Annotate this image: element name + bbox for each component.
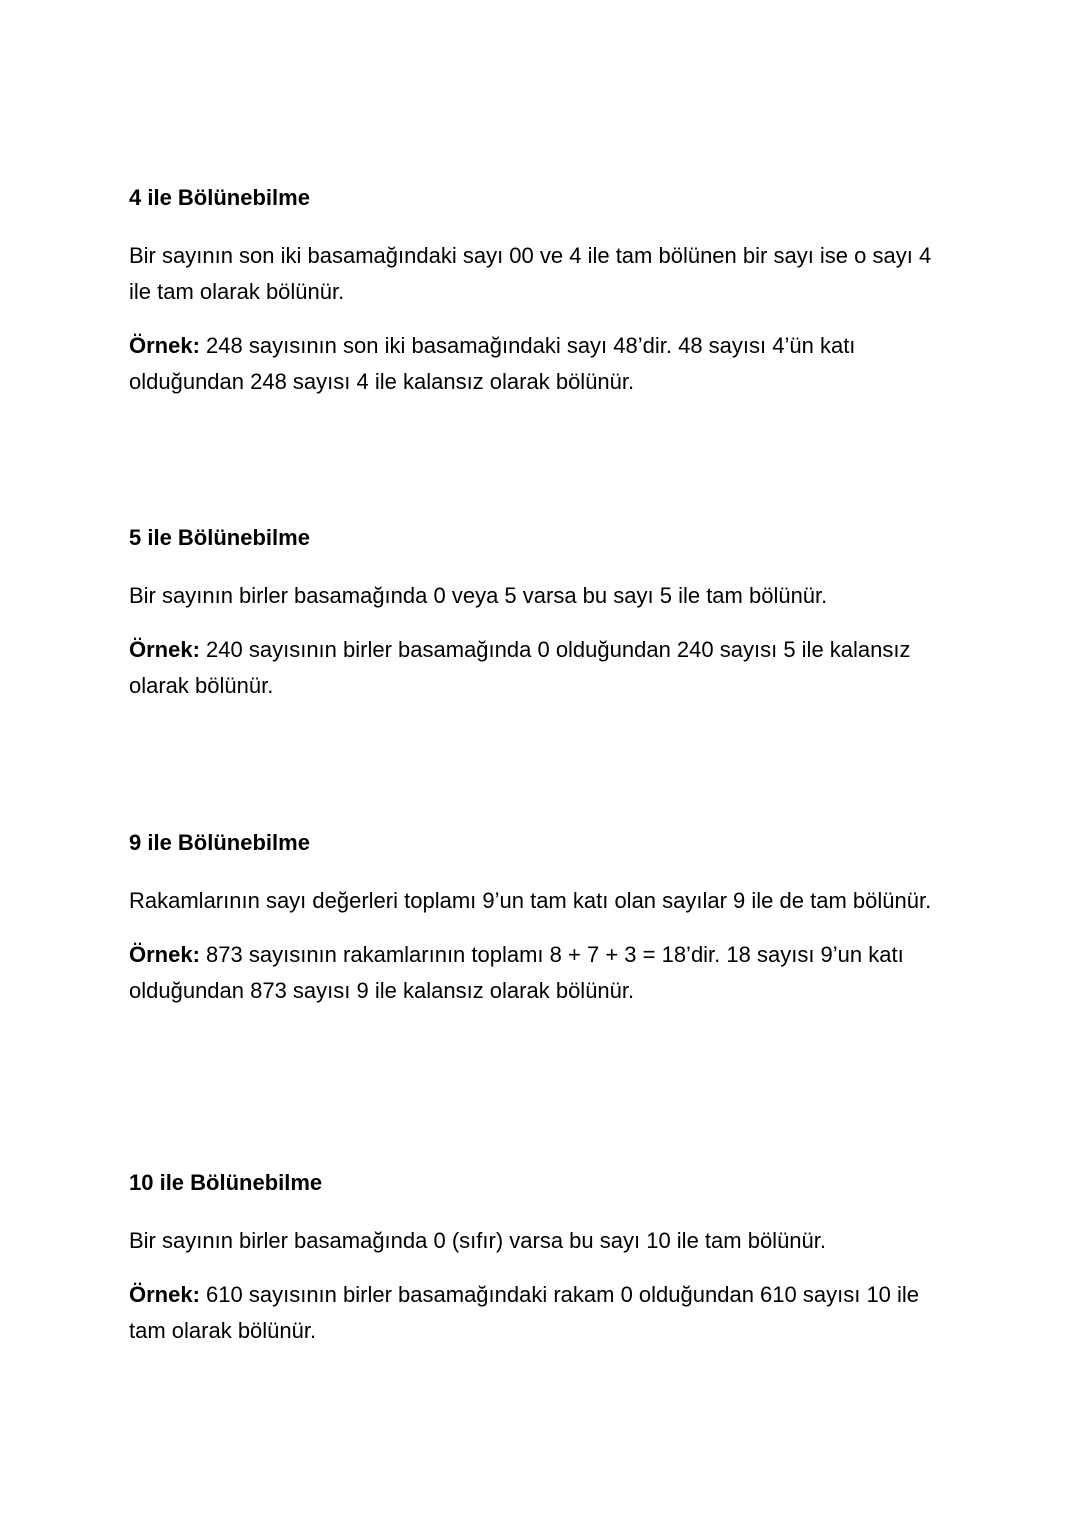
example-text: 248 sayısının son iki basamağındaki sayı 48’dir. 48 sayısı 4’ün katı olduğundan 248 sayısı 4 ile kalansız olarak bölünür.	[129, 333, 856, 394]
section-divisibility-5	[129, 524, 959, 704]
example-label: Örnek:	[129, 333, 200, 358]
section-heading: 5 ile Bölünebilme	[129, 525, 310, 550]
section-example	[129, 937, 959, 1009]
section-heading: 4 ile Bölünebilme	[129, 185, 310, 210]
example-text: 873 sayısının rakamlarının toplamı 8 + 7 + 3 = 18’dir. 18 sayısı 9’un katı olduğundan 873 sayısı 9 ile kalansız olarak bölünür.	[129, 942, 904, 1003]
section-example	[129, 328, 959, 400]
section-divisibility-4	[129, 184, 959, 400]
section-heading: 10 ile Bölünebilme	[129, 1170, 323, 1195]
section-divisibility-10	[129, 1169, 959, 1349]
example-label: Örnek:	[129, 637, 200, 662]
section-rule: Bir sayının birler basamağında 0 (sıfır) varsa bu sayı 10 ile tam bölünür.	[129, 1228, 826, 1253]
section-rule: Rakamlarının sayı değerleri toplamı 9’un tam katı olan sayılar 9 ile de tam bölünür.	[129, 888, 932, 913]
section-rule: Bir sayının son iki basamağındaki sayı 00 ve 4 ile tam bölünen bir sayı ise o sayı 4 ile tam olarak bölünür.	[129, 243, 932, 304]
example-label: Örnek:	[129, 942, 200, 967]
example-text: 610 sayısının birler basamağındaki rakam 0 olduğundan 610 sayısı 10 ile tam olarak bölünür.	[129, 1282, 920, 1343]
section-heading: 9 ile Bölünebilme	[129, 830, 310, 855]
section-rule: Bir sayının birler basamağında 0 veya 5 varsa bu sayı 5 ile tam bölünür.	[129, 583, 828, 608]
example-label: Örnek:	[129, 1282, 200, 1307]
section-divisibility-9	[129, 829, 959, 1009]
section-example	[129, 632, 959, 704]
section-example	[129, 1277, 959, 1349]
example-text: 240 sayısının birler basamağında 0 olduğundan 240 sayısı 5 ile kalansız olarak bölünür.	[129, 637, 911, 698]
